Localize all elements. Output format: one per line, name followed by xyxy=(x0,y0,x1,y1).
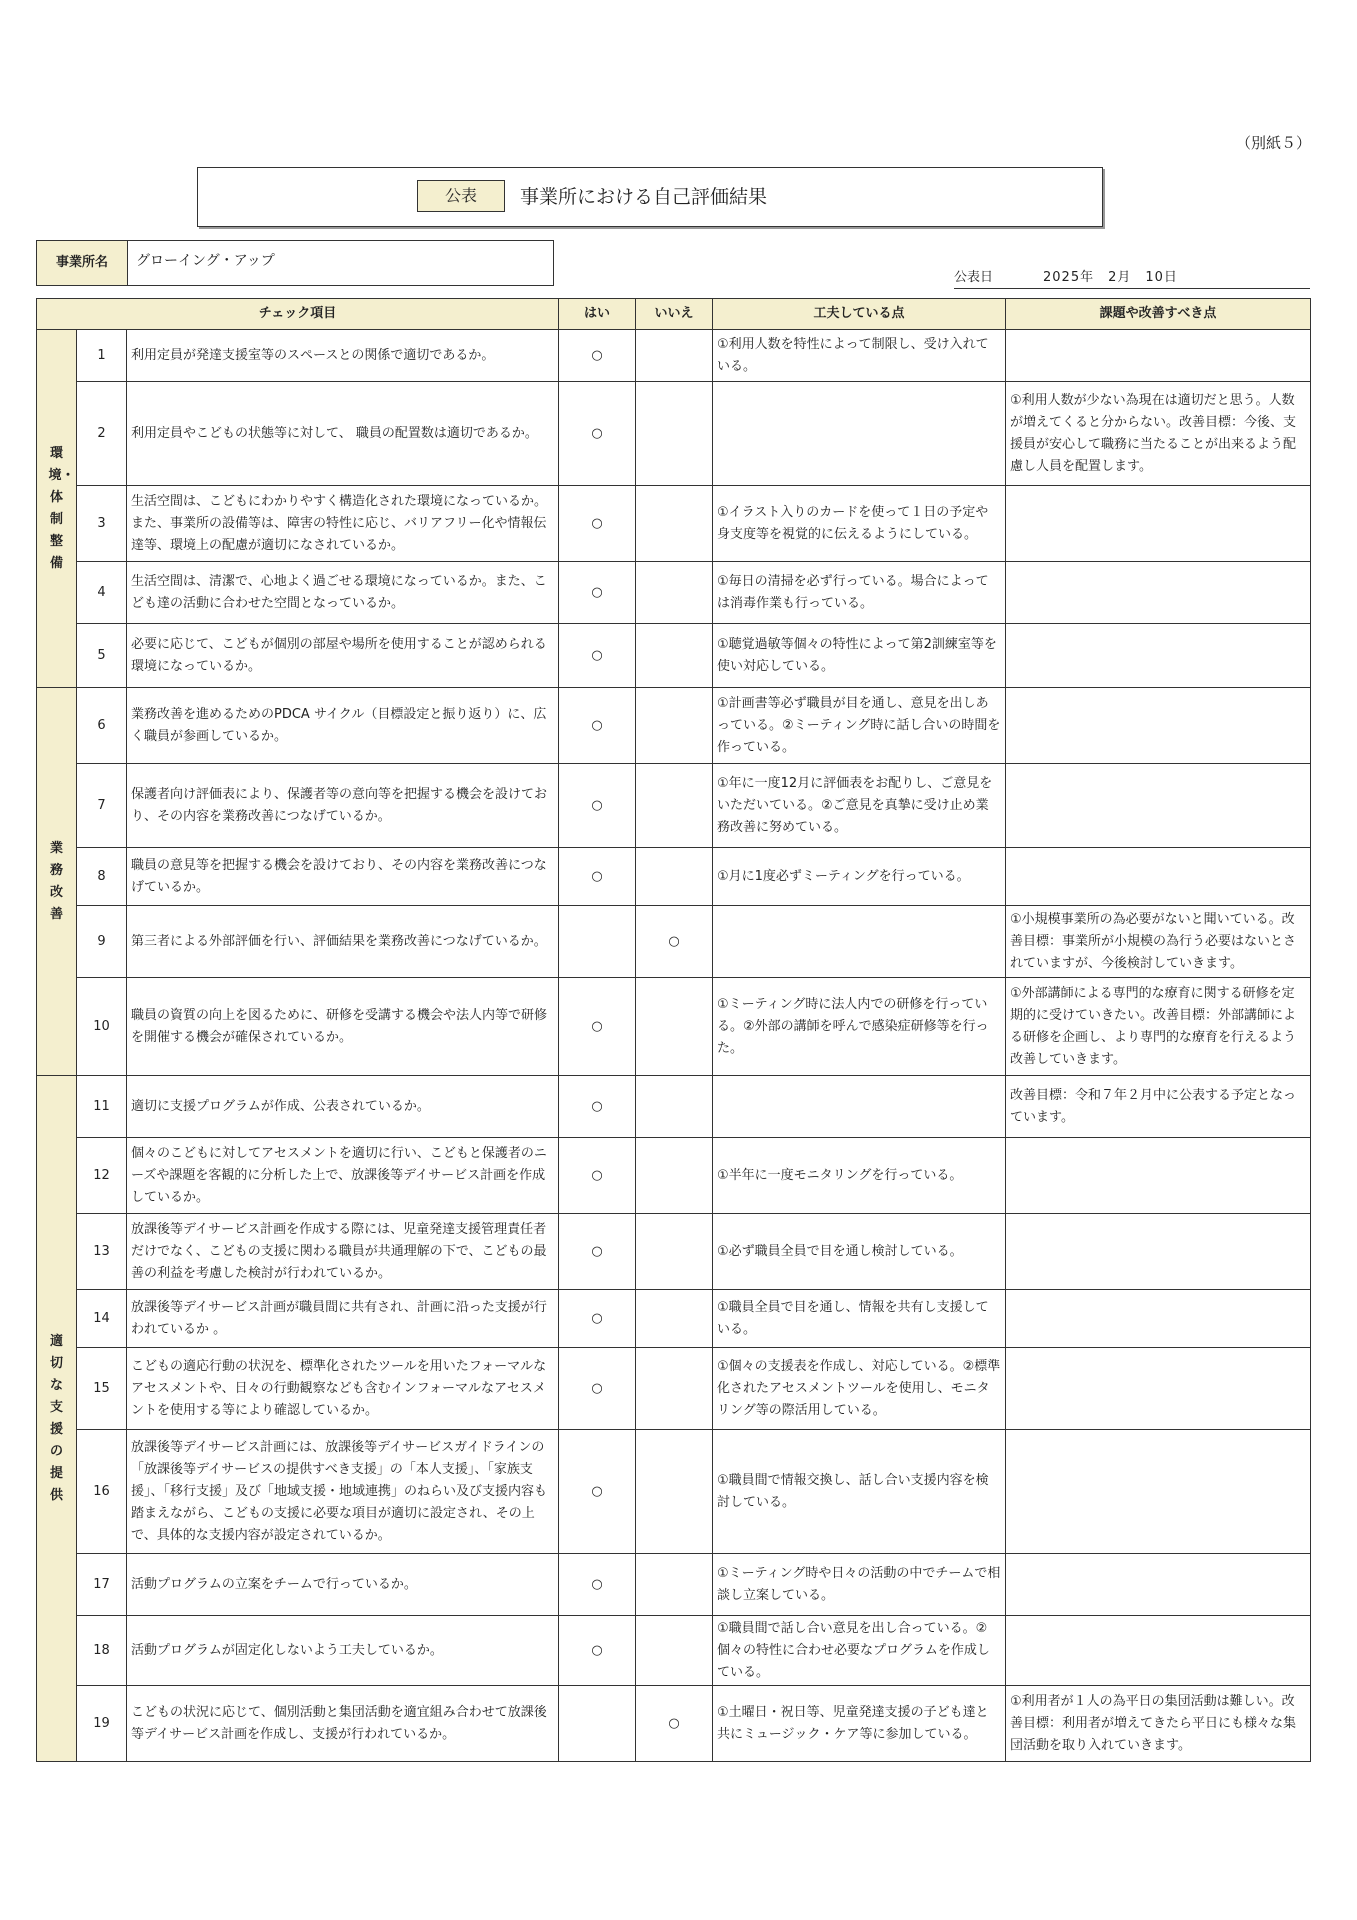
evaluation-table xyxy=(36,298,1311,1762)
table-row xyxy=(37,764,1311,848)
check-item: 利用定員やこどもの状態等に対して、 職員の配置数は適切であるか。 xyxy=(127,382,559,486)
yes-mark xyxy=(559,1686,636,1762)
kadai-note xyxy=(1006,1554,1311,1616)
kadai-note xyxy=(1006,1348,1311,1430)
kufu-note: ①聴覚過敏等個々の特性によって第2訓練室等を使い対応している。 xyxy=(713,624,1006,688)
table-row xyxy=(37,906,1311,978)
no-mark xyxy=(636,1348,713,1430)
no-mark xyxy=(636,1214,713,1290)
yes-mark: ○ xyxy=(559,1214,636,1290)
row-number: 5 xyxy=(77,624,127,688)
kufu-note: ①計画書等必ず職員が目を通し、意見を出しあっている。②ミーティング時に話し合いの時間を作っている。 xyxy=(713,688,1006,764)
category-cell xyxy=(37,1076,77,1762)
kadai-note xyxy=(1006,848,1311,906)
no-mark xyxy=(636,1554,713,1616)
publish-underline xyxy=(954,288,1310,289)
no-mark xyxy=(636,624,713,688)
kadai-note xyxy=(1006,562,1311,624)
kadai-note xyxy=(1006,486,1311,562)
kadai-note: ①利用者が１人の為平日の集団活動は難しい。改善目標：利用者が増えてきたら平日にも様々な集団活動を取り入れていきます。 xyxy=(1006,1686,1311,1762)
no-mark xyxy=(636,562,713,624)
no-mark: ○ xyxy=(636,906,713,978)
row-number: 9 xyxy=(77,906,127,978)
yes-mark: ○ xyxy=(559,1138,636,1214)
row-number: 1 xyxy=(77,330,127,382)
kufu-note: ①職員間で情報交換し、話し合い支援内容を検討している。 xyxy=(713,1430,1006,1554)
table-row xyxy=(37,848,1311,906)
kadai-note xyxy=(1006,1290,1311,1348)
row-number: 6 xyxy=(77,688,127,764)
row-number: 14 xyxy=(77,1290,127,1348)
kufu-note xyxy=(713,1076,1006,1138)
no-mark xyxy=(636,1138,713,1214)
kufu-note: ①ミーティング時に法人内での研修を行っている。②外部の講師を呼んで感染症研修等を行った。 xyxy=(713,978,1006,1076)
table-row xyxy=(37,1076,1311,1138)
yes-mark: ○ xyxy=(559,1076,636,1138)
kufu-note xyxy=(713,906,1006,978)
kadai-note xyxy=(1006,330,1311,382)
kufu-note: ①半年に一度モニタリングを行っている。 xyxy=(713,1138,1006,1214)
category-label: 業務改善 xyxy=(49,840,63,922)
kadai-note xyxy=(1006,1616,1311,1686)
kufu-note: ①職員間で話し合い意見を出し合っている。②個々の特性に合わせ必要なプログラムを作成している。 xyxy=(713,1616,1006,1686)
table-row xyxy=(37,1616,1311,1686)
check-item: 必要に応じて、こどもが個別の部屋や場所を使用することが認められる環境になっているか。 xyxy=(127,624,559,688)
kufu-note: ①年に一度12月に評価表をお配りし、ご意見をいただいている。②ご意見を真摯に受け止め業務改善に努めている。 xyxy=(713,764,1006,848)
kadai-note xyxy=(1006,1214,1311,1290)
kadai-note: ①外部講師による専門的な療育に関する研修を定期的に受けていきたい。改善目標：外部講師による研修を企画し、より専門的な療育を行えるよう改善していきます。 xyxy=(1006,978,1311,1076)
no-mark xyxy=(636,978,713,1076)
jigyosho-label: 事業所名 xyxy=(37,241,128,285)
check-item: 生活空間は、清潔で、心地よく過ごせる環境になっているか。また、こども達の活動に合わせた空間となっているか。 xyxy=(127,562,559,624)
jigyosho-name: グローイング・アップ xyxy=(136,253,275,269)
kufu-note: ①必ず職員全員で目を通し検討している。 xyxy=(713,1214,1006,1290)
category-cell xyxy=(37,330,77,688)
check-item: 職員の意見等を把握する機会を設けており、その内容を業務改善につなげているか。 xyxy=(127,848,559,906)
row-number: 19 xyxy=(77,1686,127,1762)
table-header-row xyxy=(37,299,1311,330)
table-row xyxy=(37,1686,1311,1762)
kadai-note: ①利用人数が少ない為現在は適切だと思う。人数が増えてくると分からない。改善目標：今後、支援員が安心して職務に当たることが出来るよう配慮し人員を配置します。 xyxy=(1006,382,1311,486)
yes-mark: ○ xyxy=(559,562,636,624)
check-item: 適切に支援プログラムが作成、公表されているか。 xyxy=(127,1076,559,1138)
kufu-note: ①個々の支援表を作成し、対応している。②標準化されたアセスメントツールを使用し、モニタリング等の際活用している。 xyxy=(713,1348,1006,1430)
kadai-note: 改善目標：令和７年２月中に公表する予定となっています。 xyxy=(1006,1076,1311,1138)
category-label: 適切な支援の提供 xyxy=(49,1333,63,1503)
kufu-note: ①利用人数を特性によって制限し、受け入れている。 xyxy=(713,330,1006,382)
check-item: 業務改善を進めるためのPDCA サイクル（目標設定と振り返り）に、広く職員が参画しているか。 xyxy=(127,688,559,764)
yes-mark: ○ xyxy=(559,1348,636,1430)
koho-label: 公表 xyxy=(417,180,505,212)
no-mark xyxy=(636,1076,713,1138)
row-number: 12 xyxy=(77,1138,127,1214)
yes-mark: ○ xyxy=(559,624,636,688)
yes-mark xyxy=(559,906,636,978)
table-row xyxy=(37,562,1311,624)
check-item: 放課後等デイサービス計画が職員間に共有され、計画に沿った支援が行われているか 。 xyxy=(127,1290,559,1348)
kadai-note xyxy=(1006,688,1311,764)
kadai-note xyxy=(1006,1430,1311,1554)
publish-date: 2025年 2月 10日 xyxy=(1043,270,1178,285)
kadai-note xyxy=(1006,1138,1311,1214)
table-row xyxy=(37,1430,1311,1554)
no-mark xyxy=(636,1616,713,1686)
row-number: 18 xyxy=(77,1616,127,1686)
check-item: 利用定員が発達支援室等のスペースとの関係で適切であるか。 xyxy=(127,330,559,382)
kufu-note: ①月に1度必ずミーティングを行っている。 xyxy=(713,848,1006,906)
yes-mark: ○ xyxy=(559,1554,636,1616)
no-mark xyxy=(636,688,713,764)
row-number: 4 xyxy=(77,562,127,624)
col-kadai: 課題や改善すべき点 xyxy=(1006,299,1311,330)
bessi-label: （別紙５） xyxy=(1236,134,1312,152)
table-row xyxy=(37,330,1311,382)
table-row xyxy=(37,1214,1311,1290)
publish-label: 公表日 xyxy=(954,270,994,285)
check-item: 放課後等デイサービス計画を作成する際には、児童発達支援管理責任者だけでなく、こどもの支援に関わる職員が共通理解の下で、こどもの最善の利益を考慮した検討が行われているか。 xyxy=(127,1214,559,1290)
kufu-note: ①イラスト入りのカードを使って１日の予定や身支度等を視覚的に伝えるようにしている。 xyxy=(713,486,1006,562)
no-mark xyxy=(636,1290,713,1348)
row-number: 15 xyxy=(77,1348,127,1430)
check-item: 生活空間は、こどもにわかりやすく構造化された環境になっているか。また、事業所の設備等は、障害の特性に応じ、バリアフリー化や情報伝達等、環境上の配慮が適切になされているか。 xyxy=(127,486,559,562)
yes-mark: ○ xyxy=(559,764,636,848)
row-number: 2 xyxy=(77,382,127,486)
kufu-note: ①土曜日・祝日等、児童発達支援の子ども達と共にミュージック・ケア等に参加している。 xyxy=(713,1686,1006,1762)
row-number: 17 xyxy=(77,1554,127,1616)
kufu-note: ①職員全員で目を通し、情報を共有し支援している。 xyxy=(713,1290,1006,1348)
kufu-note: ①毎日の清掃を必ず行っている。場合によっては消毒作業も行っている。 xyxy=(713,562,1006,624)
row-number: 10 xyxy=(77,978,127,1076)
table-row xyxy=(37,486,1311,562)
publish-date-row xyxy=(954,266,1178,285)
col-yes: はい xyxy=(559,299,636,330)
row-number: 8 xyxy=(77,848,127,906)
table-row xyxy=(37,1348,1311,1430)
yes-mark: ○ xyxy=(559,1616,636,1686)
table-row xyxy=(37,978,1311,1076)
row-number: 13 xyxy=(77,1214,127,1290)
table-row xyxy=(37,1554,1311,1616)
kadai-note xyxy=(1006,764,1311,848)
no-mark xyxy=(636,764,713,848)
yes-mark: ○ xyxy=(559,1290,636,1348)
no-mark xyxy=(636,330,713,382)
col-no: いいえ xyxy=(636,299,713,330)
category-label: 環境・体制整備 xyxy=(48,445,75,571)
no-mark xyxy=(636,848,713,906)
col-kufu: 工夫している点 xyxy=(713,299,1006,330)
table-row xyxy=(37,382,1311,486)
no-mark xyxy=(636,382,713,486)
row-number: 7 xyxy=(77,764,127,848)
page-title: 事業所における自己評価結果 xyxy=(520,186,768,208)
yes-mark: ○ xyxy=(559,1430,636,1554)
row-number: 16 xyxy=(77,1430,127,1554)
col-check: チェック項目 xyxy=(37,299,559,330)
kufu-note: ①ミーティング時や日々の活動の中でチームで相談し立案している。 xyxy=(713,1554,1006,1616)
check-item: 職員の資質の向上を図るために、研修を受講する機会や法人内等で研修を開催する機会が確保されているか。 xyxy=(127,978,559,1076)
check-item: 個々のこどもに対してアセスメントを適切に行い、こどもと保護者のニーズや課題を客観的に分析した上で、放課後等デイサービス計画を作成しているか。 xyxy=(127,1138,559,1214)
check-item: 活動プログラムの立案をチームで行っているか。 xyxy=(127,1554,559,1616)
yes-mark: ○ xyxy=(559,848,636,906)
yes-mark: ○ xyxy=(559,688,636,764)
row-number: 11 xyxy=(77,1076,127,1138)
check-item: 保護者向け評価表により、保護者等の意向等を把握する機会を設けており、その内容を業務改善につなげているか。 xyxy=(127,764,559,848)
yes-mark: ○ xyxy=(559,382,636,486)
check-item: こどもの適応行動の状況を、標準化されたツールを用いたフォーマルなアセスメントや、日々の行動観察なども含むインフォーマルなアセスメントを使用する等により確認しているか。 xyxy=(127,1348,559,1430)
table-row xyxy=(37,1138,1311,1214)
check-item: 活動プログラムが固定化しないよう工夫しているか。 xyxy=(127,1616,559,1686)
no-mark xyxy=(636,1430,713,1554)
category-cell xyxy=(37,688,77,1076)
table-row xyxy=(37,1290,1311,1348)
yes-mark: ○ xyxy=(559,978,636,1076)
yes-mark: ○ xyxy=(559,330,636,382)
jigyosho-box xyxy=(36,240,554,286)
check-item: こどもの状況に応じて、個別活動と集団活動を適宜組み合わせて放課後等デイサービス計画を作成し、支援が行われているか。 xyxy=(127,1686,559,1762)
no-mark: ○ xyxy=(636,1686,713,1762)
row-number: 3 xyxy=(77,486,127,562)
table-row xyxy=(37,624,1311,688)
no-mark xyxy=(636,486,713,562)
check-item: 放課後等デイサービス計画には、放課後等デイサービスガイドラインの「放課後等デイサービスの提供すべき支援」の「本人支援」、「家族支援」、「移行支援」及び「地域支援・地域連携」のねらい及び支援内容も踏まえながら、こどもの支援に必要な項目が適切に設定され、その上で、具体的な支援内容が設定されているか。 xyxy=(127,1430,559,1554)
yes-mark: ○ xyxy=(559,486,636,562)
check-item: 第三者による外部評価を行い、評価結果を業務改善につなげているか。 xyxy=(127,906,559,978)
kadai-note: ①小規模事業所の為必要がないと聞いている。改善目標：事業所が小規模の為行う必要はないとされていますが、今後検討していきます。 xyxy=(1006,906,1311,978)
kadai-note xyxy=(1006,624,1311,688)
title-box xyxy=(197,167,1103,227)
table-row xyxy=(37,688,1311,764)
kufu-note xyxy=(713,382,1006,486)
